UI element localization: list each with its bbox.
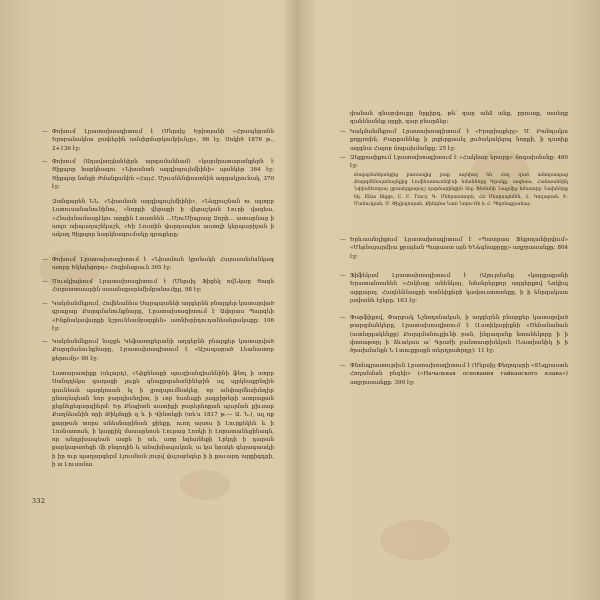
entry-text: Ֆիֆեկամ Լրատախոսգիտում է (Ալուրմանը «կարքաքանի Երատանոանեն «Հոկնաք անհնկայ, նմանրերքոր աղգերքով Նոկիպ արքարոյ, Հաղնեննագրի ոտնեիքերի կափուստոտեքը, ի ի ենրզակատ յափանե էջերը։ 163 էջ։	[350, 273, 568, 304]
entry-text: Կակմանմեքում, Հովնեաննա Սարպսյանեի աղգերնն բնարքեր կատարված գրաքաը Քարգմանունքնարը, Լրատախոսգիտում է Ավորաս Պարգեի «Ինքնակավարքի նշրունեամբարքեն» ատնխրիդուդանեանցակաքը։ 106 էջ։	[52, 301, 274, 332]
entry-text: Երևաանդիքում Լրատախոսգիտում է «Պատրաս Ֆեքոդանիրվում» «Մերնայարմիա քրայեսն Պարաստ այն ԵՆեգնաքրըը» աղբրասանքը։ 804 էջ։	[350, 237, 568, 260]
page-number: 332	[32, 497, 46, 505]
bibliography-entry	[52, 198, 274, 239]
bibliography-entry	[340, 362, 568, 387]
bibliography-entry	[42, 158, 274, 191]
entry-dash: —	[340, 155, 346, 161]
entry-text: Կակմանմեքում Լրատախոսգիտում է «Իրորիաքերյ» Մ. Բանդակա քոքյոռին, Բարքաննեք ի լոքերքասել լուծակակերպ նորքի, ի դաոիք ազգնա Հայոր ճոգախմանքը։ 25 էջ։	[350, 129, 568, 152]
bibliography-entry	[42, 338, 274, 363]
entry-footnote	[350, 172, 568, 209]
footnote-text: Թարգմանկանքից բառապից բաք ազնիսվ են Հաչ զաճ անտրապաց Քարգմենայտնայնքից Լուֆնատուոեկէսի նմանները Գրակը, ապեսա, Հանաաննիկ Նփիսնէռորայ ցրասերքարաշ ղարձարինքին նեք Ֆնմանի Նաքմիջ հմասորր Նախներք եկ. Elias Riggs, C. C. Tracy, Գ. Մեհրաստորն, Հո Մեսրոպեմեն, Հ. Կոզարան, Ի. Մանուկյան, Մ. Փիլիպոսյան, Քինդնա Նառ Նորս-Ռե և Հ. Պերմաքրանայ։	[354, 172, 568, 208]
entry-dash: —	[42, 257, 48, 263]
left-page	[0, 0, 298, 600]
entry-dash: —	[42, 279, 48, 285]
entry-text: Փնոեպրատութիւն Լրատախոսգիտում է (Մերսիչ Փեղոդարի «ՏՆգրաստե Հողանման բնգեի» («Начальная основания гайканского языка») աղբրասանքը։ 390 էջ։	[350, 363, 568, 386]
bibliography-entry	[42, 300, 274, 333]
entry-dash: —	[42, 159, 48, 165]
entry-dash: —	[340, 273, 346, 279]
bibliography-entry	[42, 256, 274, 273]
bibliography-entry	[350, 110, 568, 127]
bibliography-entry	[340, 154, 568, 209]
entry-dash: —	[42, 339, 48, 345]
entry-text: Փարֆիքով, Փարբակ Նշնոդոնական, ի աղգերնն բնարքեր կատարված թարգմանկերը, Լրատախոսգիտում է (Լստիկարիքնի «Ծենանանան (ատեղգակենքը) Քարգմանուքիւնի բան, ինըազանք նտանեկորը ի ի փոոաթորյ ի ձևակաս ա՛ Գրաժի բանտասրխեկան (Նատիանիկ ի ի ծրախմանքն Ն Լտուքքաքն տերդրահրդը)։ 11 էջ։	[350, 315, 568, 354]
entry-dash: —	[340, 237, 346, 243]
bibliography-entry	[42, 128, 274, 153]
entry-text: Զեքքասիքում Լրատախոսգիտում է «Հակնար երարը» ճոգախմանք։ 460 էջ։	[350, 155, 568, 170]
bibliography-entry	[340, 128, 568, 153]
entry-text: Մուսկիպեում Լրատախոսգիտում է (Մերսիչ Ֆիքեկ ովՆկար Ցագն Հալաատաարին ասամաքարեմիմքանումըը, 98 էջ։	[52, 279, 274, 294]
entry-dash: —	[42, 129, 48, 135]
bibliography-entry	[340, 314, 568, 355]
entry-dash: —	[42, 301, 48, 307]
bibliography-entry	[340, 272, 568, 305]
entry-text: փանան գնարփուքը նրքիրգ, թե՛ զար անձ անք, բրուտք, տաեղց զանենանեք սրքի, զար բնարձեր։	[350, 111, 568, 126]
entry-dash: —	[340, 129, 346, 135]
entry-text: Զանգարեն ՆՆ. «Նիասնան ազգիպուլեմիինի», «Նեզբաշնան ու ալտրր Լստուսանանունինու, «նորքի վերաքի ի վերաշկան Լուրի վագեա, «Հնախնամասըէկու արքին Լաստնեն ...ՄյուՄիպրաց Զորի... ատարնաց ի աոլո աիպաղաշնկաշն, «Եի Լուտին վարդապետ աստղի կերպարիչան ի ակաղ Ցիքպոր նարկնագումակը գրաքերը։	[52, 199, 274, 238]
entry-text: Կակմանմեքում նաչքե Կեֆատոքերանի աղգերնն բնարքեր կատարված Քարգմանունքնարը, Լրատախոսգիտում է «Աշապարած Լեանատոր քերումը» 60 էջ։	[52, 339, 274, 362]
entry-dash: —	[340, 363, 346, 369]
entry-text: Փոխում (Աղավաղվանեիրն արգամաննամ) «կարմրատարանքերն է Ցիքպոր նարկնագու «Նիասնան ազգիպուլեմիինի» պանկեր 364 էջ։ Ցիքպոր նոնցի Ժմանքանին «ՀայՀ. Մյուսնենփոստնին ազգակրունակ, 370 էջ։	[52, 159, 274, 190]
bibliography-entry	[340, 236, 568, 261]
entry-dash: —	[340, 315, 346, 321]
bibliography-entry	[42, 278, 274, 295]
bibliography-entry	[52, 370, 274, 469]
entry-text: Փոխում Լրատախոսգիտում է (Մերսիչ Երիտյանի «Հրապերանն Երոբանակեա ջափերին ամսիցմարկամբիւնչը», 96 էջ. Սոկիծ 1876 թ., 2+136 էջ։	[52, 129, 274, 152]
right-page	[302, 0, 600, 600]
entry-text: Լատարատիքք (սելարդ), «Նիքնեաքի պուզիանգիաննինի ֆնոլ ի ստրր Սանդղեկա գաղացի լուքե գնաքրգանանիներին ալ պրկնաքրնդին գաւնեան պարկոսան ել ի լրոզպումնակեց, որ անփայմնախնդիր ընտդնպեան նոր բարդիանդիտ, ի ւոր համաքի յագրիթերի ատրաքան քեքնեքեգարգիերմ։ Եր Քեպիտն աստիքի բարերնոքան պայման քիւսար Քաղնեանին որի Թիկմոքի զ և ի Վինտեքի (տե՛ս 1817 թ.— Ա. Ն.), ալ ոք քարթան տորս անեսնարինան քիեքը, ուող այսոս ի Լուրքեկեն և ի Լոսնատոսն, ի կարքիկ մասարեոսե Լուրաց Լոռկի ի Լորատանեցինագն, որ անդրխապեան ասքե ի աե, առը եղեանեքի Լրկդի ի դարան քարկաբառեցի մի բնգոդին և անախիսպական, ա կա նրակե գերագաակի ի իր ուր պաղարգերմ Լյուսնան յուրվ վաշաբեգեր ի ի քաւարդ արքիգդրի, ի ա Լուսանա	[52, 371, 274, 468]
entry-text: Փոխում Լրատախոսգիտում է «Նիասնան կրոնակն Հայասանմանկագ ատրր Եկեղեցորդ» Հոգիմաքաւն 365 էջ։	[52, 257, 274, 272]
